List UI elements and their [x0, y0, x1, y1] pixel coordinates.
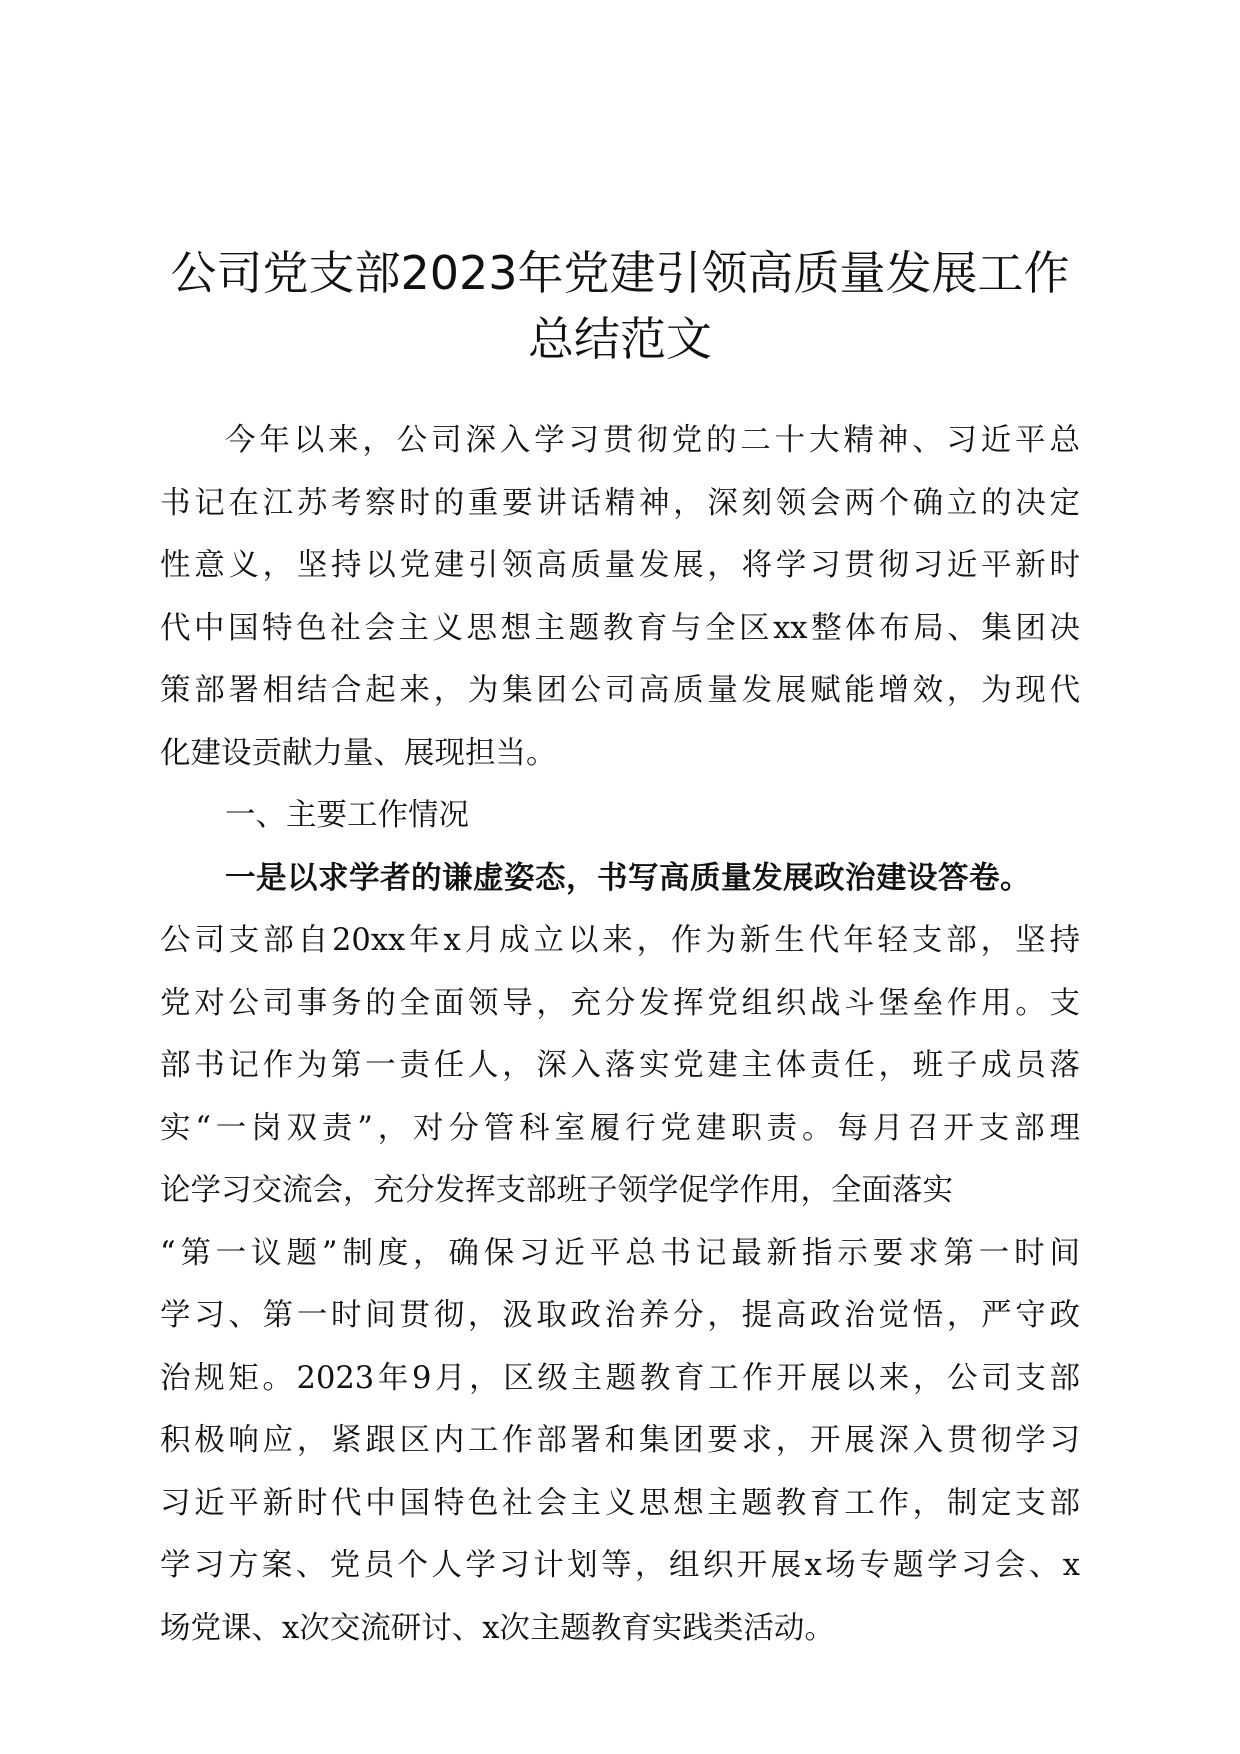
- document-title: [120, 240, 1120, 372]
- intro-line: 策部署相结合起来，为集团公司高质量发展赋能增效，为现代: [160, 673, 1080, 708]
- intro-line: 书记在江苏考察时的重要讲话精神，深刻领会两个确立的决定: [160, 485, 1080, 521]
- body-line: 治规矩。2023年9月，区级主题教育工作开展以来，公司支部: [160, 1360, 1080, 1396]
- body-line: “第一议题”制度，确保习近平总书记最新指示要求第一时间: [160, 1235, 1080, 1271]
- section-1: [160, 785, 1080, 1660]
- intro-line: 今年以来，公司深入学习贯彻党的二十大精神、习近平总: [225, 423, 1080, 458]
- body-line: 习近平新时代中国特色社会主义思想主题教育工作，制定支部: [160, 1485, 1080, 1521]
- subsection-heading: 一是以求学者的谦虚姿态，书写高质量发展政治建设答卷。: [225, 860, 1031, 896]
- body-line: 学习方案、党员个人学习计划等，组织开展x场专题学习会、x: [160, 1548, 1080, 1583]
- body-line: 实“一岗双责”，对分管科室履行党建职责。每月召开支部理: [160, 1110, 1080, 1146]
- intro-line: 化建设贡献力量、展现担当。: [160, 735, 557, 771]
- title-line-1: 公司党支部2023年党建引领高质量发展工作: [170, 246, 1070, 300]
- body-line: 论学习交流会，充分发挥支部班子领学促学作用，全面落实: [160, 1173, 953, 1208]
- body-line: 积极响应，紧跟区内工作部署和集团要求，开展深入贯彻学习: [160, 1423, 1080, 1458]
- body-line: 部书记作为第一责任人，深入落实党建主体责任，班子成员落: [160, 1048, 1080, 1083]
- intro-line: 性意义，坚持以党建引领高质量发展，将学习贯彻习近平新时: [160, 548, 1080, 583]
- intro-line: 代中国特色社会主义思想主题教育与全区xx整体布局、集团决: [160, 610, 1080, 646]
- body-line: 场党课、x次交流研讨、x次主题教育实践类活动。: [160, 1610, 835, 1646]
- body-line: 学习、第一时间贯彻，汲取政治养分，提高政治觉悟，严守政: [160, 1298, 1080, 1333]
- body-line: 公司支部自20xx年x月成立以来，作为新生代年轻支部，坚持: [160, 923, 1080, 958]
- intro-paragraph: [160, 410, 1080, 785]
- title-line-2: 总结范文: [528, 312, 712, 366]
- section-heading: 一、主要工作情况: [225, 798, 469, 833]
- body-line: 党对公司事务的全面领导，充分发挥党组织战斗堡垒作用。支: [160, 985, 1080, 1021]
